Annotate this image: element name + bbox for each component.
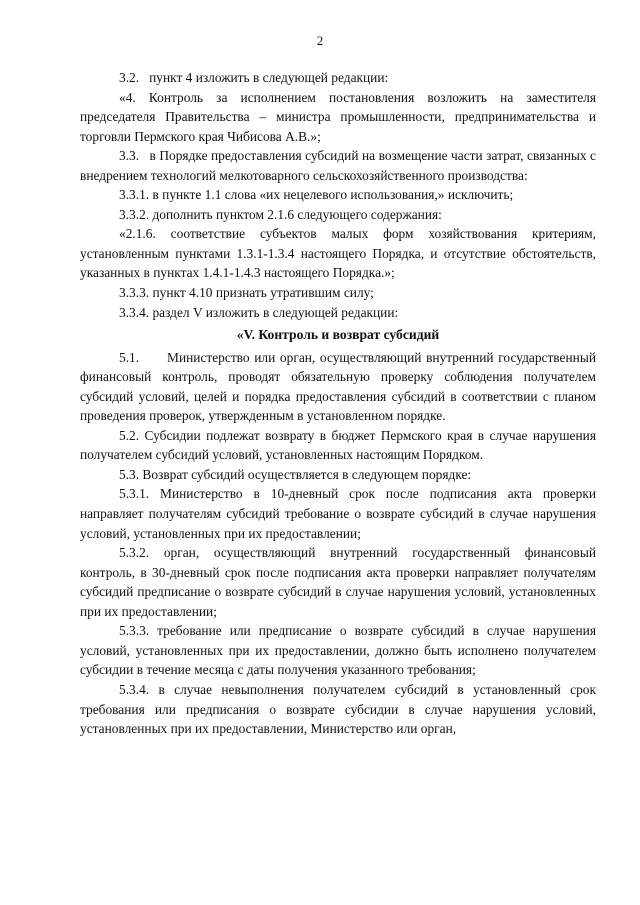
paragraph-5-3-4: 5.3.4. в случае невыполнения получателем субсидий в установленный срок требования или предписания о возврате субсидии в случае нарушения условий, установленных при их предоставлении, Министерство или орган, xyxy=(80,681,596,737)
paragraph-point-4-text: «4. Контроль за исполнением постановления возложить на заместителя председателя Правительства – министра промышленности, предпринимательства и торговли Пермского края Чибисова А.В.»; xyxy=(80,89,596,144)
section-heading: «V. Контроль и возврат субсидий xyxy=(236,327,440,343)
document-body xyxy=(80,68,596,739)
paragraph-3-3-2: 3.3.2. дополнить пунктом 2.1.6 следующего содержания: xyxy=(119,206,442,222)
paragraph-2-1-6-text: «2.1.6. соответствие субъектов малых форм хозяйствования критериям, установленным пунктами 1.3.1-1.3.4 настоящего Порядка, и отсутствие обстоятельств, указанных в пунктах 1.4.1-1.4.3 настоящего Порядка.»; xyxy=(80,226,596,281)
paragraph-3-3-4: 3.3.4. раздел V изложить в следующей редакции: xyxy=(119,304,399,320)
paragraph-3-2: 3.2. пункт 4 изложить в следующей редакции: xyxy=(119,70,389,85)
paragraph-5-3-3: 5.3.3. требование или предписание о возврате субсидий в случае нарушения условий, установленных при их предоставлении, должно быть исполнено получателем субсидии в течение месяца с даты получения указанного требования; xyxy=(80,623,596,678)
paragraph-5-3-2: 5.3.2. орган, осуществляющий внутренний государственный финансовый контроль, в 30-дневный срок после подписания акта проверки направляет получателям субсидий предписание о возврате субсидий в случае нарушения условий, установленных при их предоставлении; xyxy=(80,545,596,619)
paragraph-5-3-1: 5.3.1. Министерство в 10-дневный срок после подписания акта проверки направляет получателям субсидий требование о возврате субсидий в случае нарушения условий, установленных при их предоставлении; xyxy=(80,486,596,541)
paragraph-5-1: 5.1. Министерство или орган, осуществляющий внутренний государственный финансовый контроль, проводят обязательную проверку соблюдения получателем субсидий условий, целей и порядка предоставления субсидий в соответствии с планом проведения проверок, утвержденным в установленном порядке. xyxy=(80,349,596,424)
paragraph-3-3-1: 3.3.1. в пункте 1.1 слова «их нецелевого использования,» исключить; xyxy=(119,187,514,203)
paragraph-5-3: 5.3. Возврат субсидий осуществляется в следующем порядке: xyxy=(119,466,472,482)
paragraph-3-3: 3.3. в Порядке предоставления субсидий на возмещение части затрат, связанных с внедрением технологий мелкотоварного сельскохозяйственного производства: xyxy=(80,148,596,183)
paragraph-3-3-3: 3.3.3. пункт 4.10 признать утратившим силу; xyxy=(119,285,374,301)
paragraph-5-2: 5.2. Субсидии подлежат возврату в бюджет Пермского края в случае нарушения получателем субсидий условий, установленных настоящим Порядком. xyxy=(80,427,596,463)
page-number: 2 xyxy=(316,33,324,48)
